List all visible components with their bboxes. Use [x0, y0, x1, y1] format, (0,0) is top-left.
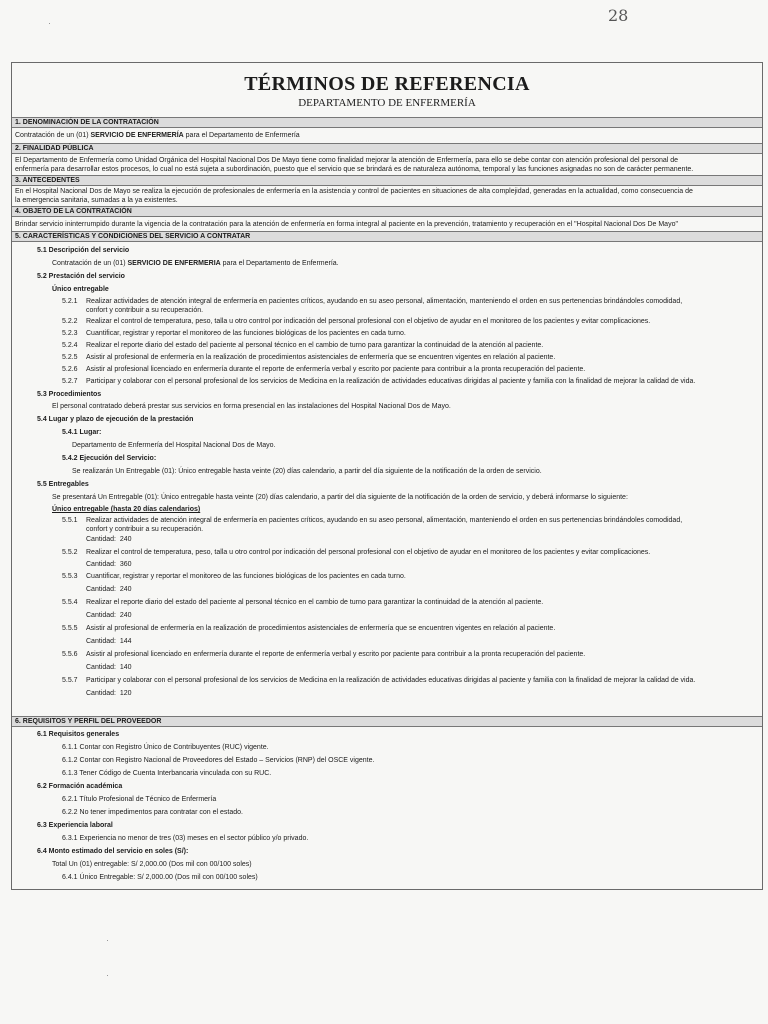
section-3-heading: 3. ANTECEDENTES — [12, 175, 762, 186]
item-5-5-2-num: 5.5.2 — [62, 549, 78, 556]
item-5-2-2-num: 5.2.2 — [62, 318, 78, 325]
item-5-5-1-line-1: Realizar actividades de atención integral de enfermería en pacientes críticos, ayudando en su aseo personal, alimentación, manteniendo el orden en sus pertenencias brindándoles comodidad, — [86, 517, 683, 524]
heading-6-3: 6.3 Experiencia laboral — [37, 822, 113, 829]
item-5-2-5-num: 5.2.5 — [62, 354, 78, 361]
item-5-5-3-line-1: Cuantificar, registrar y reportar el monitoreo de las funciones biológicas de los pacientes en cada turno. — [86, 573, 406, 580]
item-5-5-6-qty — [86, 663, 132, 672]
item-5-5-5-line-1: Asistir al profesional de enfermería en la realización de procedimientos asistenciales de enfermería que se encuentren vigentes en relación al paciente. — [86, 625, 556, 632]
text-6-2-2: 6.2.2 No tener impedimentos para contratar con el estado. — [62, 809, 243, 816]
item-5-5-6-line-1: Asistir al profesional licenciado en enfermería durante el reporte de enfermería verbal y escrito por paciente para contribuir a la pronta recuperación del paciente. — [86, 651, 586, 658]
item-5-5-3-qty — [86, 585, 132, 594]
cantidad-label: Cantidad: — [86, 561, 116, 568]
cantidad-value: 360 — [119, 561, 132, 568]
text-5-1 — [52, 259, 339, 268]
scan-mark: · — [48, 18, 51, 28]
item-5-2-4-num: 5.2.4 — [62, 342, 78, 349]
section-4-text: Brindar servicio ininterrumpido durante la vigencia de la contratación para la atención de enfermería en forma integral al paciente en la prevención, tratamiento y recuperación en el "Hospital Nacional Dos De Mayo" — [15, 221, 678, 228]
text-5-1-bold: SERVICIO DE ENFERMERIA — [127, 260, 221, 267]
text-6-1-3: 6.1.3 Tener Código de Cuenta Interbancaria vinculada con su RUC. — [62, 770, 272, 777]
text-6-3-1: 6.3.1 Experiencia no menor de tres (03) meses en el sector público y/o privado. — [62, 835, 309, 842]
item-5-5-7-num: 5.5.7 — [62, 677, 78, 684]
item-5-2-3-num: 5.2.3 — [62, 330, 78, 337]
section-3-line-2: la emergencia sanitaria, sumadas a la ya existentes. — [15, 197, 178, 204]
cantidad-label: Cantidad: — [86, 612, 116, 619]
heading-6-1: 6.1 Requisitos generales — [37, 731, 120, 738]
cantidad-label: Cantidad: — [86, 638, 116, 645]
text-6-2-1: 6.2.1 Título Profesional de Técnico de Enfermería — [62, 796, 217, 803]
heading-5-4-1: 5.4.1 Lugar: — [62, 429, 102, 436]
document-subtitle: DEPARTAMENTO DE ENFERMERÍA — [298, 97, 476, 109]
item-5-5-1-num: 5.5.1 — [62, 517, 78, 524]
item-5-5-5-qty — [86, 637, 132, 646]
scan-mark: · — [106, 970, 109, 980]
cantidad-value: 240 — [119, 612, 132, 619]
heading-5-1: 5.1 Descripción del servicio — [37, 247, 130, 254]
heading-5-4-2: 5.4.2 Ejecución del Servicio: — [62, 455, 157, 462]
item-5-2-7-line-1: Participar y colaborar con el personal profesional de los servicios de Medicina en la realización de actividades educativas dirigidas al paciente y familia con la finalidad de mejorar la calidad de vida. — [86, 378, 696, 385]
item-5-2-1-line-2: confort y contribuir a su recuperación. — [86, 307, 204, 314]
heading-5-5: 5.5 Entregables — [37, 481, 89, 488]
section-1-text-pre: Contratación de un (01) — [15, 132, 91, 139]
item-5-5-4-num: 5.5.4 — [62, 599, 78, 606]
document-frame — [11, 62, 763, 890]
text-5-1-pre: Contratación de un (01) — [52, 260, 128, 267]
section-2-line-1: El Departamento de Enfermería como Unidad Orgánica del Hospital Nacional Dos De Mayo tiene como finalidad mejorar la atención de Enfermería, para ello se debe contar con atención profesional del personal de — [15, 157, 679, 164]
cantidad-label: Cantidad: — [86, 586, 116, 593]
section-5-heading: 5. CARACTERÍSTICAS Y CONDICIONES DEL SERVICIO A CONTRATAR — [12, 231, 762, 242]
heading-5-2: 5.2 Prestación del servicio — [37, 273, 125, 280]
text-5-4-2: Se realizarán Un Entregable (01): Único entregable hasta veinte (20) días calendario, a partir del día siguiente de la notificación de la orden de servicio. — [72, 468, 542, 475]
item-5-5-2-line-1: Realizar el control de temperatura, peso, talla u otro control por indicación del personal profesional con el objetivo de ayudar en el monitoreo de los pacientes y evitar complicaciones. — [86, 549, 651, 556]
cantidad-label: Cantidad: — [86, 690, 116, 697]
text-5-1-post: para el Departamento de Enfermería. — [220, 260, 339, 267]
item-5-5-7-line-1: Participar y colaborar con el personal profesional de los servicios de Medicina en la realización de actividades educativas dirigidas al paciente y familia con la finalidad de mejorar la calidad de vida. — [86, 677, 696, 684]
item-5-2-3-line-1: Cuantificar, registrar y reportar el monitoreo de las funciones biológicas de los pacientes en cada turno. — [86, 330, 406, 337]
item-5-2-4-line-1: Realizar el reporte diario del estado del paciente al personal técnico en el cambio de turno para garantizar la continuidad de la atención al paciente. — [86, 342, 544, 349]
heading-6-4: 6.4 Monto estimado del servicio en soles (S/): — [37, 848, 189, 855]
cantidad-label: Cantidad: — [86, 664, 116, 671]
item-5-2-2-line-1: Realizar el control de temperatura, peso, talla u otro control por indicación del personal profesional con el objetivo de ayudar en el monitoreo de los pacientes y evitar complicaciones. — [86, 318, 651, 325]
text-6-1-1: 6.1.1 Contar con Registro Único de Contribuyentes (RUC) vigente. — [62, 744, 269, 751]
text-6-4-1: 6.4.1 Único Entregable: S/ 2,000.00 (Dos mil con 00/100 soles) — [62, 874, 258, 881]
item-5-5-2-qty — [86, 560, 132, 569]
text-5-5: Se presentará Un Entregable (01): Único entregable hasta veinte (20) días calendario, a partir del día siguiente de la notificación de la orden de servicio, y deberá informarse lo siguiente: — [52, 494, 628, 501]
heading-5-4: 5.4 Lugar y plazo de ejecución de la prestación — [37, 416, 194, 423]
section-2-heading: 2. FINALIDAD PÚBLICA — [12, 143, 762, 154]
item-5-2-6-num: 5.2.6 — [62, 366, 78, 373]
unico-entregable-5-5: Único entregable (hasta 20 días calendarios) — [52, 506, 201, 513]
cantidad-value: 120 — [119, 690, 132, 697]
item-5-2-1-line-1: Realizar actividades de atención integral de enfermería en pacientes críticos, ayudando en su aseo personal, alimentación, manteniendo el orden en sus pertenencias brindándoles comodidad, — [86, 298, 683, 305]
unico-entregable-label: Único entregable — [52, 286, 109, 293]
item-5-5-1-qty — [86, 535, 132, 544]
section-1-text-bold: SERVICIO DE ENFERMERÍA — [90, 132, 184, 139]
item-5-2-5-line-1: Asistir al profesional de enfermería en la realización de procedimientos asistenciales de enfermería que se encuentren vigentes en relación al paciente. — [86, 354, 556, 361]
item-5-5-5-num: 5.5.5 — [62, 625, 78, 632]
item-5-5-1-line-2: confort y contribuir a su recuperación. — [86, 526, 204, 533]
page-number: 28 — [608, 6, 629, 25]
cantidad-value: 140 — [119, 664, 132, 671]
item-5-5-3-num: 5.5.3 — [62, 573, 78, 580]
item-5-5-6-num: 5.5.6 — [62, 651, 78, 658]
document-title: TÉRMINOS DE REFERENCIA — [244, 73, 530, 95]
item-5-5-4-qty — [86, 611, 132, 620]
text-5-4-1: Departamento de Enfermería del Hospital Nacional Dos de Mayo. — [72, 442, 276, 449]
text-6-4-total: Total Un (01) entregable: S/ 2,000.00 (Dos mil con 00/100 soles) — [52, 861, 252, 868]
item-5-2-7-num: 5.2.7 — [62, 378, 78, 385]
text-6-1-2: 6.1.2 Contar con Registro Nacional de Proveedores del Estado – Servicios (RNP) del OSCE vigente. — [62, 757, 375, 764]
item-5-2-6-line-1: Asistir al profesional licenciado en enfermería durante el reporte de enfermería verbal y escrito por paciente para contribuir a la pronta recuperación del paciente. — [86, 366, 586, 373]
section-4-heading: 4. OBJETO DE LA CONTRATACIÓN — [12, 206, 762, 217]
section-3-line-1: En el Hospital Nacional Dos de Mayo se realiza la ejecución de profesionales de enfermería en la asistencia y control de pacientes en situaciones de alta complejidad, generadas en la actualidad, como consecuencia de — [15, 188, 693, 195]
item-5-5-7-qty — [86, 689, 132, 698]
scan-mark: · — [106, 935, 109, 945]
section-1-text-post: para el Departamento de Enfermería — [183, 132, 300, 139]
section-2-line-2: enfermería para desarrollar estos procesos, lo cual no está sujeta a subordinación, puesto que el servicio que se brindará es de naturaleza autónoma, temporal y las funciones asignadas no son de carácter permanente. — [15, 166, 694, 173]
heading-5-3: 5.3 Procedimientos — [37, 391, 102, 398]
heading-6-2: 6.2 Formación académica — [37, 783, 123, 790]
cantidad-value: 144 — [119, 638, 132, 645]
item-5-5-4-line-1: Realizar el reporte diario del estado del paciente al personal técnico en el cambio de turno para garantizar la continuidad de la atención al paciente. — [86, 599, 544, 606]
item-5-2-1-num: 5.2.1 — [62, 298, 78, 305]
section-1-text — [15, 131, 300, 140]
section-6-heading: 6. REQUISITOS Y PERFIL DEL PROVEEDOR — [12, 716, 762, 727]
section-1-heading: 1. DENOMINACIÓN DE LA CONTRATACIÓN — [12, 117, 762, 128]
cantidad-value: 240 — [119, 536, 132, 543]
text-5-3: El personal contratado deberá prestar sus servicios en forma presencial en las instalaciones del Hospital Nacional Dos de Mayo. — [52, 403, 451, 410]
cantidad-label: Cantidad: — [86, 536, 116, 543]
cantidad-value: 240 — [119, 586, 132, 593]
